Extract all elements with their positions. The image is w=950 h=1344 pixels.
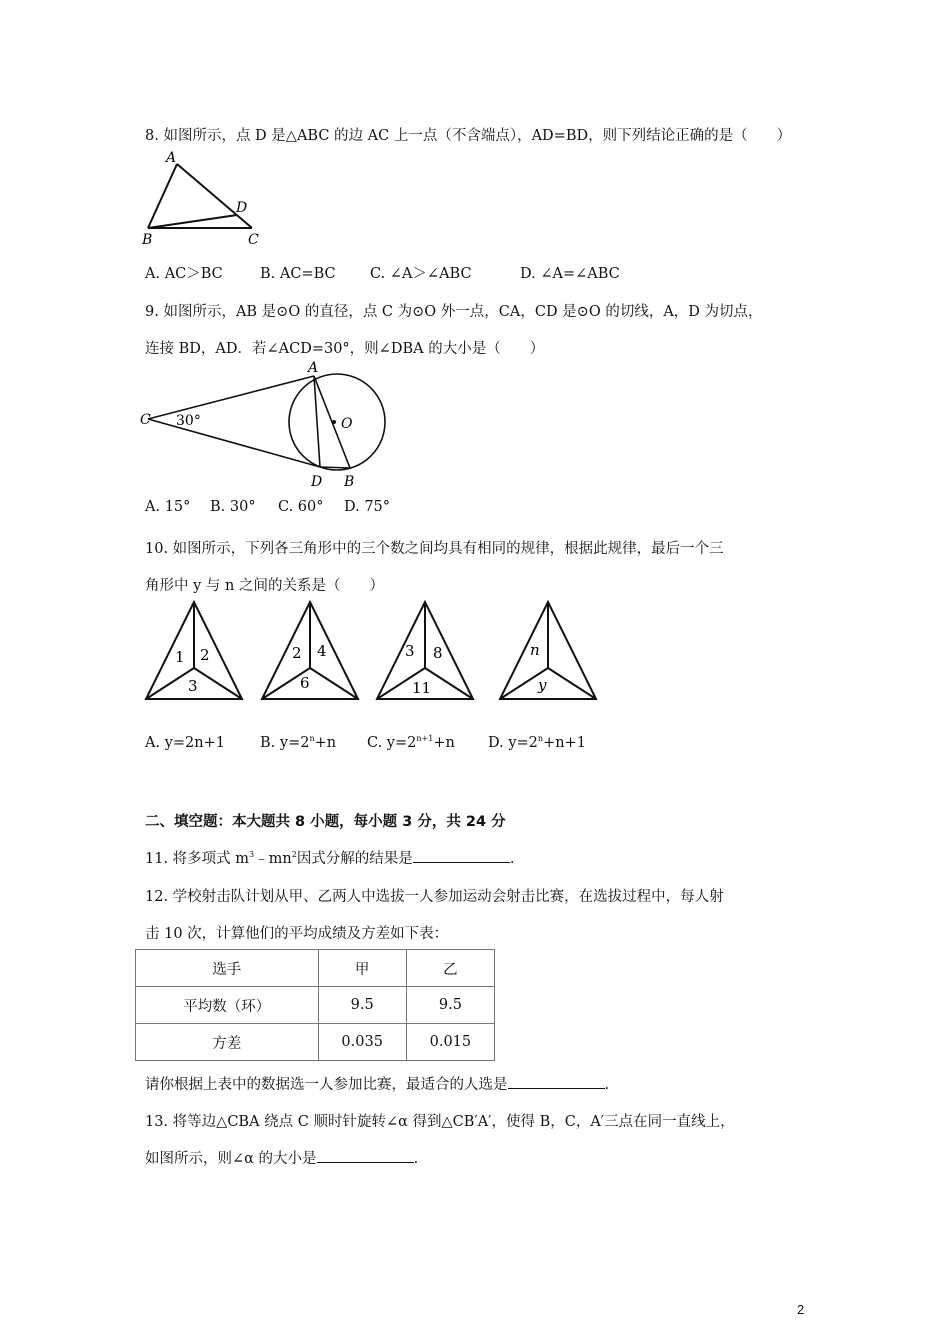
q10-option-c[interactable]: [367, 735, 455, 751]
q8-triangle-figure: [140, 148, 270, 248]
q10-t3-left: 3: [405, 642, 415, 660]
q10-option-d-base: D. y=2: [488, 735, 538, 751]
q9-circle: [289, 374, 385, 470]
q8-label-b: B: [142, 232, 153, 248]
q13-stem-line1: 13. 将等边△CBA 绕点 C 顺时针旋转∠α 得到△CB′A′，使得 B，C，A′三点在同一直线上，: [145, 1114, 735, 1130]
page-number: 2: [797, 1302, 805, 1317]
table-cell: 0.015: [406, 1024, 494, 1061]
q13-period: .: [413, 1151, 419, 1167]
q8-label-a: A: [166, 150, 177, 166]
q9-circle-figure: [138, 358, 398, 493]
q10-option-b-exponent: n: [309, 734, 315, 743]
q8-stem: 8. 如图所示，点 D 是△ABC 的边 AC 上一点（不含端点），AD=BD，则下列结论正确的是（ ）: [145, 128, 792, 144]
q8-segment-bd: [148, 215, 237, 228]
q8-side-ab: [148, 164, 177, 228]
q13-stem-text: 如图所示，则∠α 的大小是: [145, 1151, 317, 1167]
q10-option-d-exponent: n: [537, 734, 544, 743]
q11-text-pre: 11. 将多项式 m: [145, 851, 250, 867]
q9-option-b[interactable]: B. 30°: [210, 499, 256, 515]
q9-option-d[interactable]: D. 75°: [344, 499, 391, 515]
q9-option-c[interactable]: C. 60°: [278, 499, 324, 515]
q12-after-text: 请你根据上表中的数据选一人参加比赛，最适合的人选是: [145, 1077, 508, 1093]
q8-label-d: D: [236, 200, 248, 216]
q10-option-b-base: B. y=2: [260, 735, 310, 751]
q10-option-d[interactable]: [488, 735, 586, 751]
q9-stem-line2: 连接 BD，AD．若∠ACD=30°，则∠DBA 的大小是（ ）: [145, 341, 545, 357]
q9-label-a: A: [308, 360, 319, 376]
table-header-cell: 乙: [406, 950, 494, 987]
q12-answer-blank[interactable]: [508, 1074, 605, 1089]
q9-option-a[interactable]: A. 15°: [145, 499, 191, 515]
q9-label-d: D: [311, 474, 323, 490]
q9-center-point: [332, 420, 336, 424]
q9-label-c: C: [140, 412, 151, 428]
q10-option-c-tail: +n: [433, 735, 455, 751]
q10-option-c-base: C. y=2: [367, 735, 417, 751]
q12-stem-line2: 击 10 次，计算他们的平均成绩及方差如下表：: [145, 926, 449, 942]
q13-answer-blank[interactable]: [317, 1148, 414, 1163]
q10-t4-bottom: y: [538, 676, 547, 694]
q12-after-table: [145, 1073, 609, 1094]
q10-t2-bottom: 6: [300, 674, 310, 692]
q8-options: [145, 262, 620, 283]
q9-label-b: B: [344, 474, 355, 490]
q11-exponent-1: 3: [249, 850, 255, 859]
q10-t1-bottom: 3: [188, 677, 198, 695]
table-cell: 方差: [136, 1024, 319, 1061]
q11-stem: [145, 847, 514, 868]
q9-tangent-ca: [148, 376, 314, 419]
q10-option-d-tail: +n+1: [543, 735, 586, 751]
q9-options: [145, 499, 390, 515]
q10-t1-left: 1: [175, 648, 185, 666]
q11-period: .: [509, 851, 515, 867]
table-header-row: [136, 950, 495, 987]
q11-answer-blank[interactable]: [413, 848, 510, 863]
q10-stem-line1: 10. 如图所示，下列各三角形中的三个数之间均具有相同的规律，根据此规律，最后一个三: [145, 541, 724, 557]
table-row: [136, 1024, 495, 1061]
table-cell: 0.035: [318, 1024, 406, 1061]
q10-t2-left: 2: [292, 644, 302, 662]
q10-t3-right: 8: [433, 644, 443, 662]
table-header-cell: 选手: [136, 950, 319, 987]
q10-t3-bottom: 11: [412, 679, 432, 697]
q12-period: .: [604, 1077, 610, 1093]
q10-triangle-2: [262, 602, 358, 699]
q12-score-table: [135, 949, 495, 1061]
q10-t1-right: 2: [200, 646, 210, 664]
q10-t2-right: 4: [317, 642, 327, 660]
q13-stem-line2: [145, 1147, 418, 1168]
q12-stem-line1: 12. 学校射击队计划从甲、乙两人中选拔一人参加运动会射击比赛，在选拔过程中，每人射: [145, 889, 724, 905]
q8-option-b[interactable]: B. AC=BC: [260, 266, 336, 282]
q10-stem-line2: 角形中 y 与 n 之间的关系是（ ）: [145, 578, 384, 594]
table-header-cell: 甲: [318, 950, 406, 987]
q10-option-b[interactable]: [260, 735, 336, 751]
q8-option-a[interactable]: A. AC＞BC: [145, 266, 223, 282]
table-row: [136, 987, 495, 1024]
q9-label-o: O: [341, 416, 353, 432]
q10-option-c-exponent: n+1: [416, 734, 434, 743]
q8-option-d[interactable]: D. ∠A=∠ABC: [520, 266, 620, 282]
q9-angle-label: 30°: [176, 413, 201, 429]
q8-label-c: C: [248, 232, 259, 248]
table-cell: 9.5: [318, 987, 406, 1024]
q11-text-mid: ﹣mn: [254, 851, 292, 867]
q9-stem-line1: 9. 如图所示，AB 是⊙O 的直径，点 C 为⊙O 外一点，CA，CD 是⊙O 的切线，A，D 为切点，: [145, 304, 763, 320]
q11-text-post: 因式分解的结果是: [296, 851, 413, 867]
q9-chord-bd: [320, 467, 350, 468]
q8-option-c[interactable]: C. ∠A＞∠ABC: [370, 266, 472, 282]
q11-exponent-2: 2: [291, 850, 297, 859]
q10-t4-left: n: [530, 641, 540, 659]
q10-option-b-tail: +n: [314, 735, 337, 751]
table-cell: 平均数（环）: [136, 987, 319, 1024]
table-cell: 9.5: [406, 987, 494, 1024]
q10-option-a[interactable]: A. y=2n+1: [145, 735, 225, 751]
section-2-heading: 二、填空题：本大题共 8 小题，每小题 3 分，共 24 分: [145, 814, 506, 830]
q10-triangles-figure: [140, 598, 610, 708]
q10-triangle-4: [500, 602, 596, 699]
